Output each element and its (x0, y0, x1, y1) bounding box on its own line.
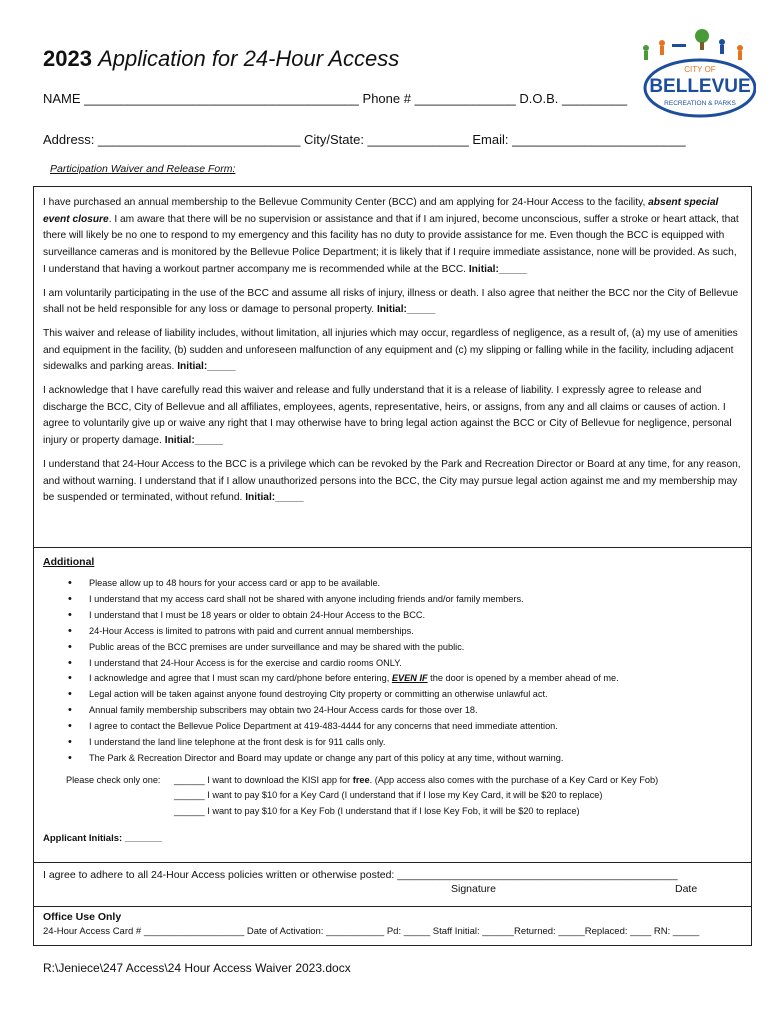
initial-field[interactable]: Initial:_____ (164, 435, 224, 447)
option-key-card[interactable]: ______ I want to pay $10 for a Key Card (I understand that if I lose my Key Card, it will be $20 to replace) (174, 790, 603, 801)
option-kisi-app[interactable]: ______ I want to download the KISI app for free. (App access also comes with the purchase of a Key Card or Key Fob) (174, 774, 659, 785)
logo-graphic (636, 28, 756, 120)
initial-field[interactable]: Initial:_____ (376, 304, 436, 316)
list-item: • Please allow up to 48 hours for your access card or app to be available. (68, 576, 742, 592)
signature-field[interactable]: I agree to adhere to all 24-Hour Access policies written or otherwise posted: ________________________________________________ (43, 869, 678, 881)
waiver-paragraph-1: I have purchased an annual membership to the Bellevue Community Center (BCC) and am applying for 24-Hour Access to the facility, absent special event closure. I am aware that there will be no supervision or assistance and that if I am injured, become unconscious, suffer a stroke or heart attack, that there will likely be no one to respond to my emergency and this facility has no duty to provide assistance for me. Even though the BCC is equipped with surveillance cameras and is monitored by the Bellevue Police Department; it is likely that if I require immediate assistance, none will be provided. As such, I understand that having a workout partner accompany me is recommended while at the BCC. Initial:_____ (43, 197, 739, 275)
office-use-section (33, 907, 752, 946)
date-label: Date (675, 883, 698, 895)
list-item: • The Park & Recreation Director and Board may update or change any part of this policy at any time, without warning. (68, 751, 742, 767)
additional-section (33, 548, 752, 863)
logo-city-of: CITY OF (684, 65, 716, 74)
check-label: Please check only one: (66, 774, 161, 785)
list-item: • I understand that my access card shall not be shared with anyone including friends and/or family members. (68, 592, 742, 608)
access-option-group (43, 773, 742, 820)
office-title: Office Use Only (43, 911, 122, 923)
office-fields-line[interactable]: 24-Hour Access Card # ___________________ Date of Activation: ___________ Pd: _____ Staff Initial: ______Returned: _____Replaced: ____ RN: _____ (43, 926, 700, 937)
list-item: • I understand that I must be 18 years or older to obtain 24-Hour Access to the BCC. (68, 608, 742, 624)
logo-figure-icon (719, 39, 725, 45)
waiver-paragraph-5: I understand that 24-Hour Access to the BCC is a privilege which can be revoked by the Park and Recreation Director or Board at any time, for any reason, and without warning. I understand that if I allow unauthorized persons into the BCC, the City may pursue legal action against me and my membership may be suspended or terminated, without refund. Initial:_____ (43, 458, 741, 504)
list-item: • I understand the land line telephone at the front desk is for 911 calls only. (68, 735, 742, 751)
document-title (43, 46, 399, 72)
list-item: • I agree to contact the Bellevue Police Department at 419-483-4444 for any concerns that need immediate attention. (68, 719, 742, 735)
initial-field[interactable]: Initial:_____ (245, 492, 304, 504)
initial-field[interactable]: Initial:_____ (177, 361, 236, 373)
waiver-paragraph-4: I acknowledge that I have carefully read this waiver and release and fully understand that it is a release of liability. I expressly agree to release and discharge the BCC, City of Bellevue and all affiliates, employees, agents, representative, heirs, or assigns, from any and all claims or causes of action. I agree to voluntarily give up or waive any right that I may otherwise have to bring legal action against the BCC or City of Bellevue for negligence, personal injury or property damage. Initial:_____ (43, 385, 732, 447)
waiver-section (33, 186, 752, 548)
applicant-initials-field[interactable]: Applicant Initials: _______ (43, 833, 162, 845)
title-text: Application for 24-Hour Access (98, 46, 400, 71)
list-item: • Legal action will be taken against anyone found destroying City property or committing an otherwise unlawful act. (68, 687, 742, 703)
waiver-paragraph-3: This waiver and release of liability includes, without limitation, all injuries which may occur, regardless of negligence, as a result of, (a) my use of amenities and equipment in the facility, (b) sudden and unforeseen malfunction of any equipment and (c) my slipping or falling while in the facility, including adjacent sidewalks and parking areas. Initial:_____ (43, 327, 738, 373)
initial-field[interactable]: Initial:_____ (468, 263, 528, 275)
list-item: • I understand that 24-Hour Access is for the exercise and cardio rooms ONLY. (68, 656, 742, 672)
logo-name: BELLEVUE (649, 76, 751, 97)
signature-label: Signature (451, 883, 496, 895)
logo-tree-icon (695, 29, 709, 43)
list-item: • I acknowledge and agree that I must scan my card/phone before entering, EVEN IF the door is opened by a member ahead of me. (68, 671, 742, 687)
list-item: • Annual family membership subscribers may obtain two 24-Hour Access cards for those over 18. (68, 703, 742, 719)
title-year: 2023 (43, 46, 92, 71)
logo-figure-icon (643, 45, 649, 51)
list-item: • 24-Hour Access is limited to patrons with paid and current annual memberships. (68, 624, 742, 640)
option-key-fob[interactable]: ______ I want to pay $10 for a Key Fob (I understand that if I lose Key Fob, it will be $20 to replace) (174, 805, 580, 816)
list-item: • Public areas of the BCC premises are under surveillance and may be shared with the public. (68, 640, 742, 656)
policy-list (43, 576, 742, 767)
waiver-paragraph-2: I am voluntarily participating in the use of the BCC and assume all risks of injury, illness or death. I also agree that neither the BCC nor the City of Bellevue shall not be held responsible for any loss or damage to personal property. Initial:_____ (43, 287, 739, 316)
logo-figure-icon (737, 45, 743, 51)
additional-title: Additional (43, 556, 95, 568)
waiver-caption: Participation Waiver and Release Form: (50, 163, 236, 175)
address-city-email-line[interactable]: Address: ____________________________ City/State: ______________ Email: ________________________ (43, 132, 686, 147)
bellevue-logo (636, 28, 756, 120)
file-path: R:\Jeniece\247 Access\24 Hour Access Waiver 2023.docx (43, 961, 351, 975)
signature-section (33, 863, 752, 907)
logo-sub: RECREATION & PARKS (664, 100, 736, 107)
logo-figure-icon (659, 40, 665, 46)
name-phone-dob-line[interactable]: NAME ______________________________________ Phone # ______________ D.O.B. _________ (43, 91, 628, 106)
